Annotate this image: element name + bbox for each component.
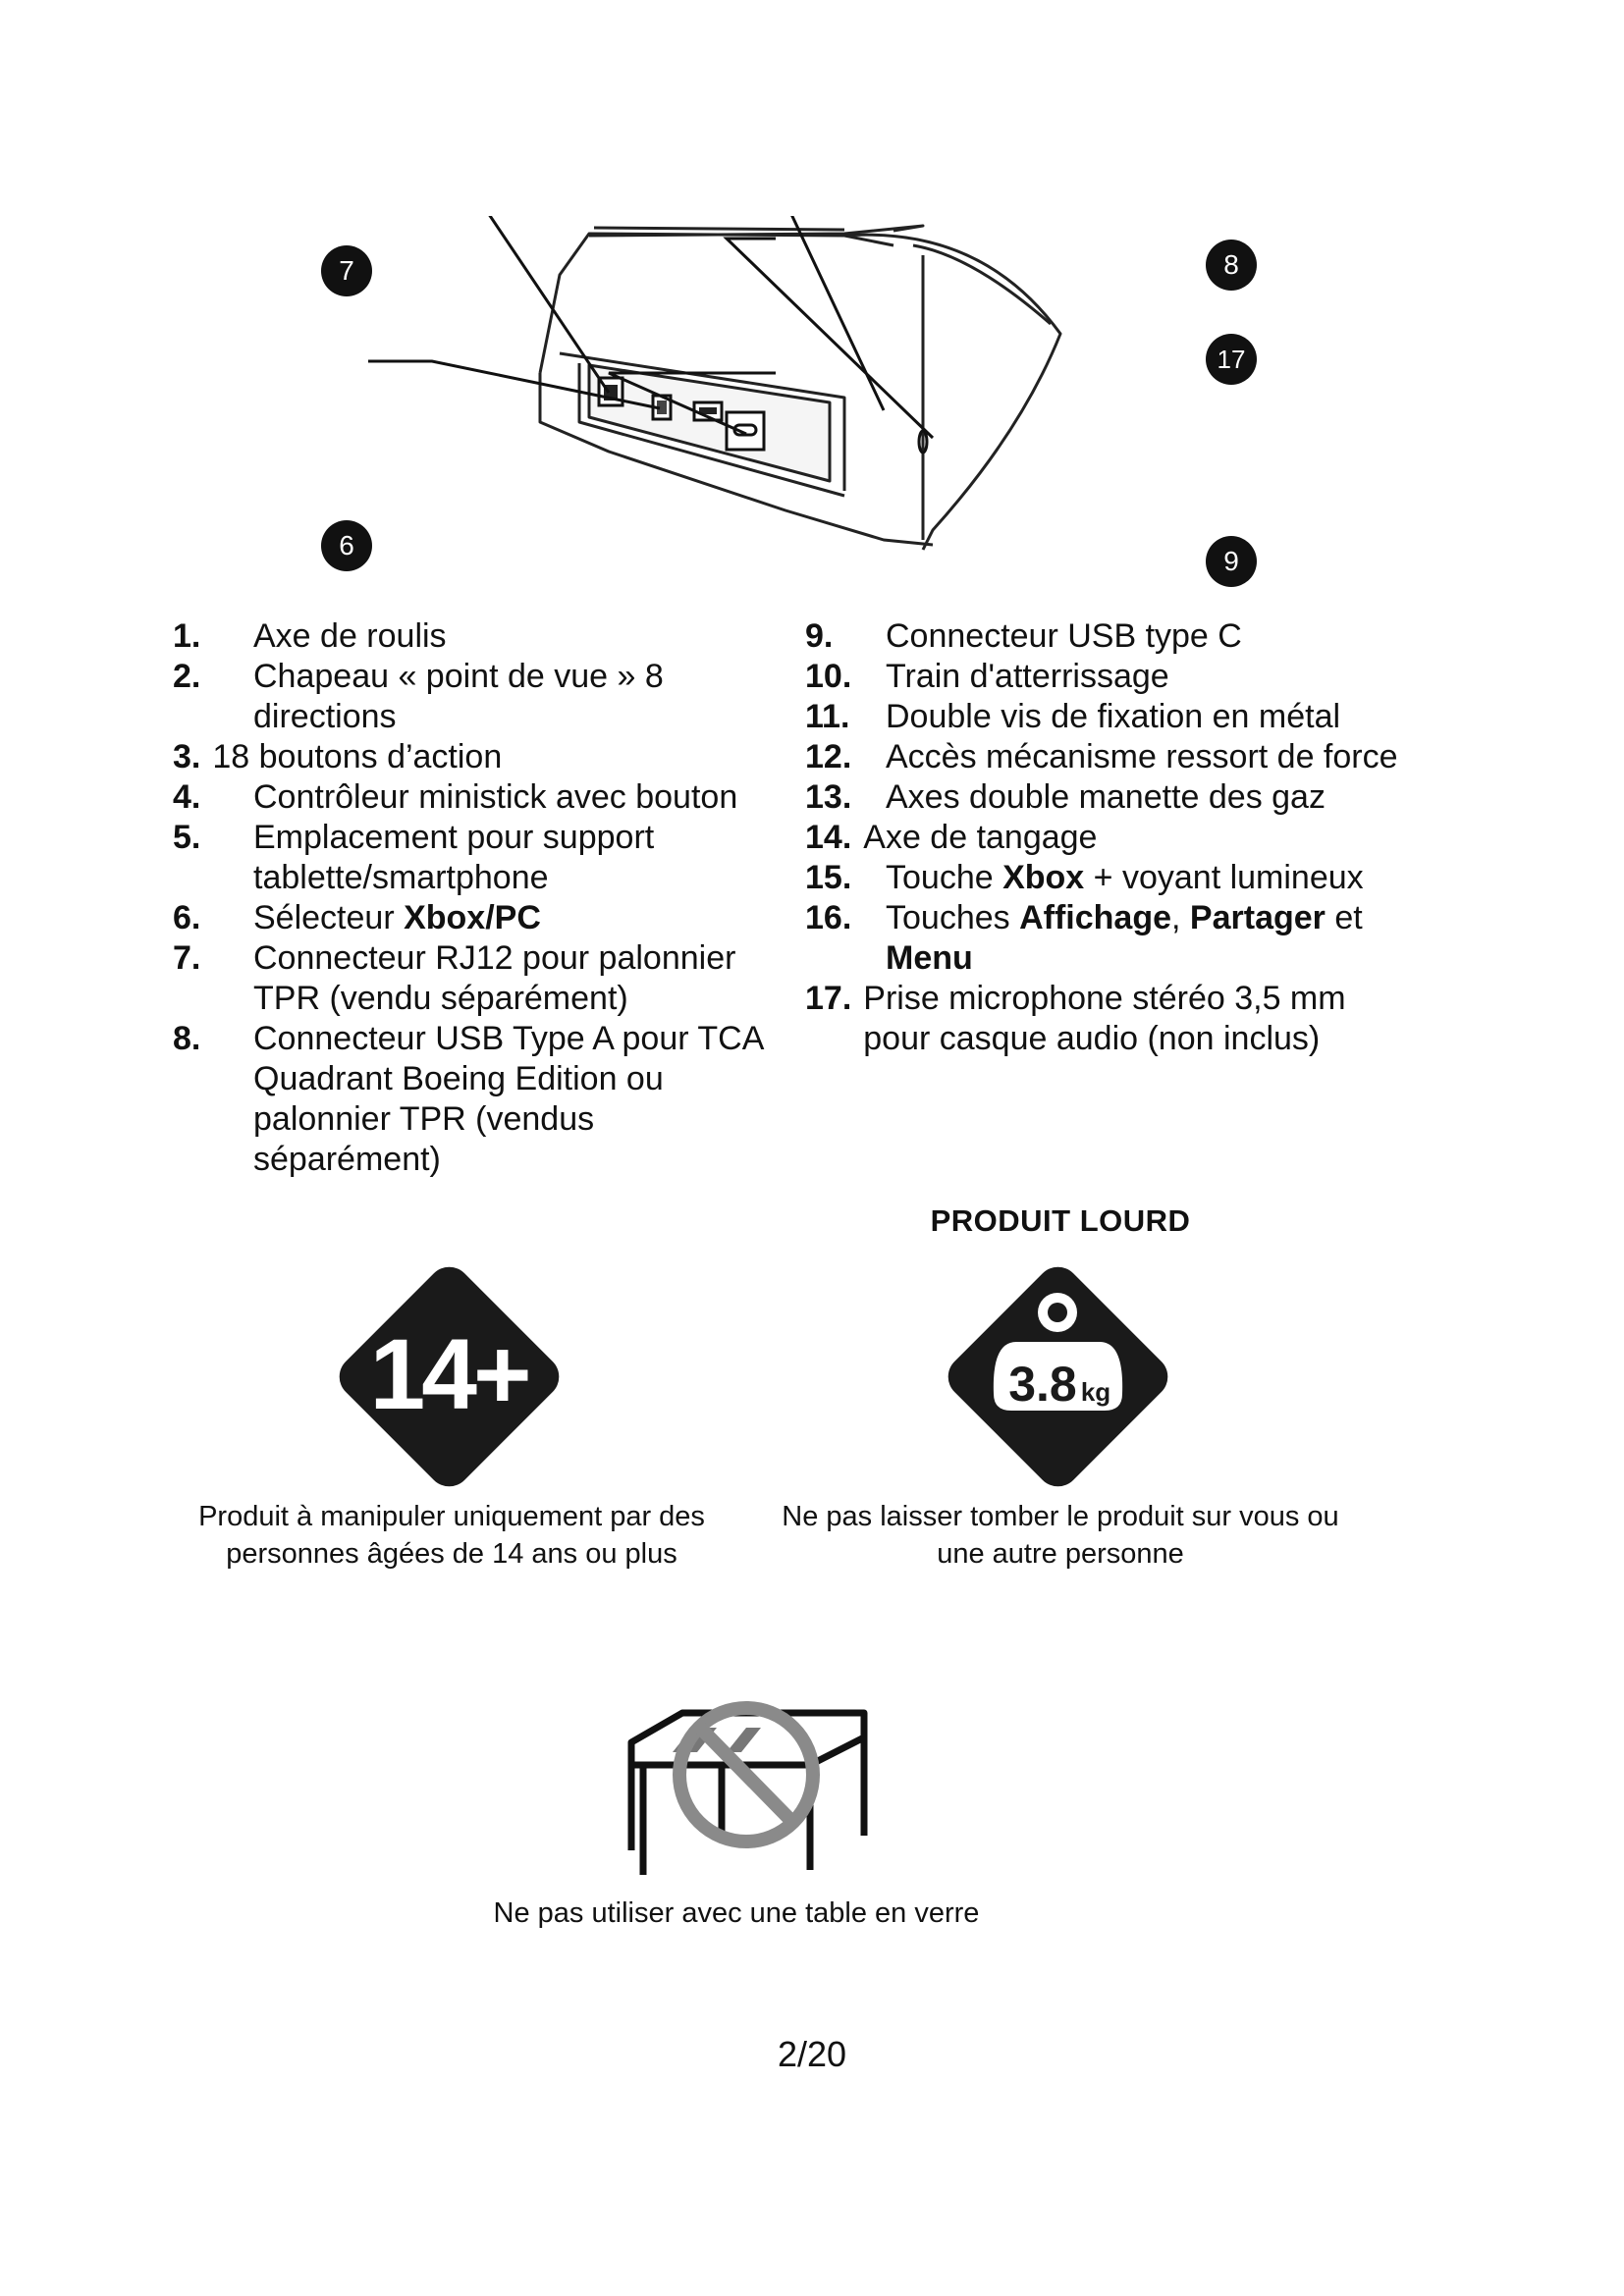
- callout-8: [1206, 240, 1257, 291]
- list-item-text-part: Sélecteur: [253, 899, 405, 936]
- list-item-text: [253, 1019, 782, 1180]
- list-item-text: [886, 737, 1414, 777]
- list-item-text-part: Train d'atterrissage: [886, 658, 1169, 695]
- glass-table-caption: Ne pas utiliser avec une table en verre: [493, 1897, 980, 1929]
- list-item-number: 14.: [805, 819, 852, 856]
- list-item: [173, 1019, 782, 1180]
- age-warning-caption: Produit à manipuler uniquement par des personnes âgées de 14 ans ou plus: [198, 1501, 705, 1570]
- list-item-number: 6.: [173, 899, 201, 936]
- weight-warning-caption: Ne pas laisser tomber le produit sur vous ou une autre personne: [782, 1501, 1339, 1570]
- page-number: 2/20: [777, 2034, 847, 2074]
- list-item-number: 15.: [805, 859, 852, 896]
- list-item: [173, 938, 782, 1019]
- heavy-product-title: PRODUIT LOURD: [930, 1203, 1191, 1238]
- list-item: [805, 979, 1414, 1059]
- list-item-number: 1.: [173, 617, 201, 655]
- list-item-text: [886, 616, 1414, 657]
- callout-8-label: 8: [1223, 249, 1239, 280]
- list-item-text-part: Axe de roulis: [253, 617, 447, 655]
- list-item-number: 12.: [805, 738, 852, 775]
- list-item: [805, 616, 1414, 657]
- weight-value: 3.8: [1008, 1357, 1077, 1412]
- list-item-text-part: Double vis de fixation en métal: [886, 698, 1341, 735]
- list-item-number: 9.: [805, 617, 834, 655]
- list-item-bold-text: Partager: [1189, 899, 1326, 936]
- callout-17-label: 17: [1217, 345, 1246, 374]
- list-item: [805, 657, 1414, 697]
- list-item-number: 4.: [173, 778, 201, 816]
- list-item-text: [863, 818, 1414, 858]
- callout-9-label: 9: [1223, 546, 1239, 576]
- list-item-text: [253, 898, 782, 938]
- list-item-bold-text: Menu: [886, 939, 973, 977]
- list-item-text-part: Axe de tangage: [863, 819, 1098, 856]
- list-item: [173, 898, 782, 938]
- callout-9: [1206, 536, 1257, 587]
- list-item-number: 7.: [173, 939, 201, 977]
- list-item-text: [253, 938, 782, 1019]
- list-item-number: 17.: [805, 980, 852, 1017]
- feature-list-right: [805, 616, 1414, 1059]
- list-item-text: [886, 898, 1414, 979]
- list-item-text-part: Connecteur USB Type A pour TCA Quadrant Boeing Edition ou palonnier TPR (vendus séparément): [253, 1020, 763, 1178]
- list-item-text: [212, 737, 782, 777]
- list-item-text: [886, 657, 1414, 697]
- list-item: [173, 777, 782, 818]
- list-item-text: [253, 657, 782, 737]
- list-item: [173, 616, 782, 657]
- usb-c-port: [727, 412, 764, 450]
- list-item-number: 16.: [805, 899, 852, 936]
- list-item-text-part: 18 boutons d’action: [212, 738, 503, 775]
- age-badge-text: 14+: [369, 1318, 528, 1430]
- list-item-text-part: Accès mécanisme ressort de force: [886, 738, 1398, 775]
- list-item-text: [886, 777, 1414, 818]
- list-item: [805, 818, 1414, 858]
- list-item: [173, 818, 782, 898]
- product-rear-diagram: [295, 216, 1276, 609]
- list-item: [805, 697, 1414, 737]
- list-item-bold-text: Affichage: [1019, 899, 1172, 936]
- callout-6: [321, 520, 372, 571]
- callout-6-label: 6: [339, 530, 354, 561]
- list-item-text: [886, 858, 1414, 898]
- list-item-text: [253, 818, 782, 898]
- list-item: [173, 657, 782, 737]
- list-item-number: 5.: [173, 819, 201, 856]
- list-item-bold-text: Xbox/PC: [404, 899, 541, 936]
- list-item-text-part: Touches: [886, 899, 1020, 936]
- list-item-number: 8.: [173, 1020, 201, 1057]
- list-item-text-part: + voyant lumineux: [1084, 859, 1364, 896]
- list-item-number: 10.: [805, 658, 852, 695]
- list-item-number: 2.: [173, 658, 201, 695]
- list-item-text-part: Axes double manette des gaz: [886, 778, 1326, 816]
- list-item: [805, 737, 1414, 777]
- list-item-text-part: Chapeau « point de vue » 8 directions: [253, 658, 664, 735]
- feature-list-left: [173, 616, 782, 1180]
- age-warning-badge: [324, 1252, 574, 1502]
- list-item-text-part: Touche: [886, 859, 1003, 896]
- list-item-text-part: Contrôleur ministick avec bouton: [253, 778, 738, 816]
- list-item-number: 3.: [173, 738, 201, 775]
- list-item: [805, 777, 1414, 818]
- list-item: [805, 898, 1414, 979]
- weight-warning-badge: [933, 1252, 1183, 1502]
- list-item-text: [886, 697, 1414, 737]
- list-item-text-part: Emplacement pour support tablette/smartphone: [253, 819, 655, 896]
- list-item: [173, 737, 782, 777]
- list-item-number: 11.: [805, 698, 850, 735]
- callout-7-label: 7: [339, 255, 354, 286]
- list-item-text-part: Prise microphone stéréo 3,5 mm pour casque audio (non inclus): [863, 980, 1346, 1057]
- callout-7: [321, 245, 372, 296]
- list-item-number: 13.: [805, 778, 852, 816]
- list-item-bold-text: Xbox: [1002, 859, 1085, 896]
- callout-17: [1206, 334, 1257, 385]
- no-glass-table-icon: [623, 1688, 869, 1885]
- weight-unit: kg: [1080, 1377, 1111, 1407]
- list-item-text: [863, 979, 1414, 1059]
- list-item: [805, 858, 1414, 898]
- list-item-text-part: et: [1325, 899, 1363, 936]
- list-item-text: [253, 777, 782, 818]
- body-outline: [540, 234, 893, 373]
- list-item-text: [253, 616, 782, 657]
- list-item-text-part: Connecteur USB type C: [886, 617, 1242, 655]
- list-item-text-part: Connecteur RJ12 pour palonnier TPR (vendu séparément): [253, 939, 736, 1017]
- list-item-text-part: ,: [1171, 899, 1190, 936]
